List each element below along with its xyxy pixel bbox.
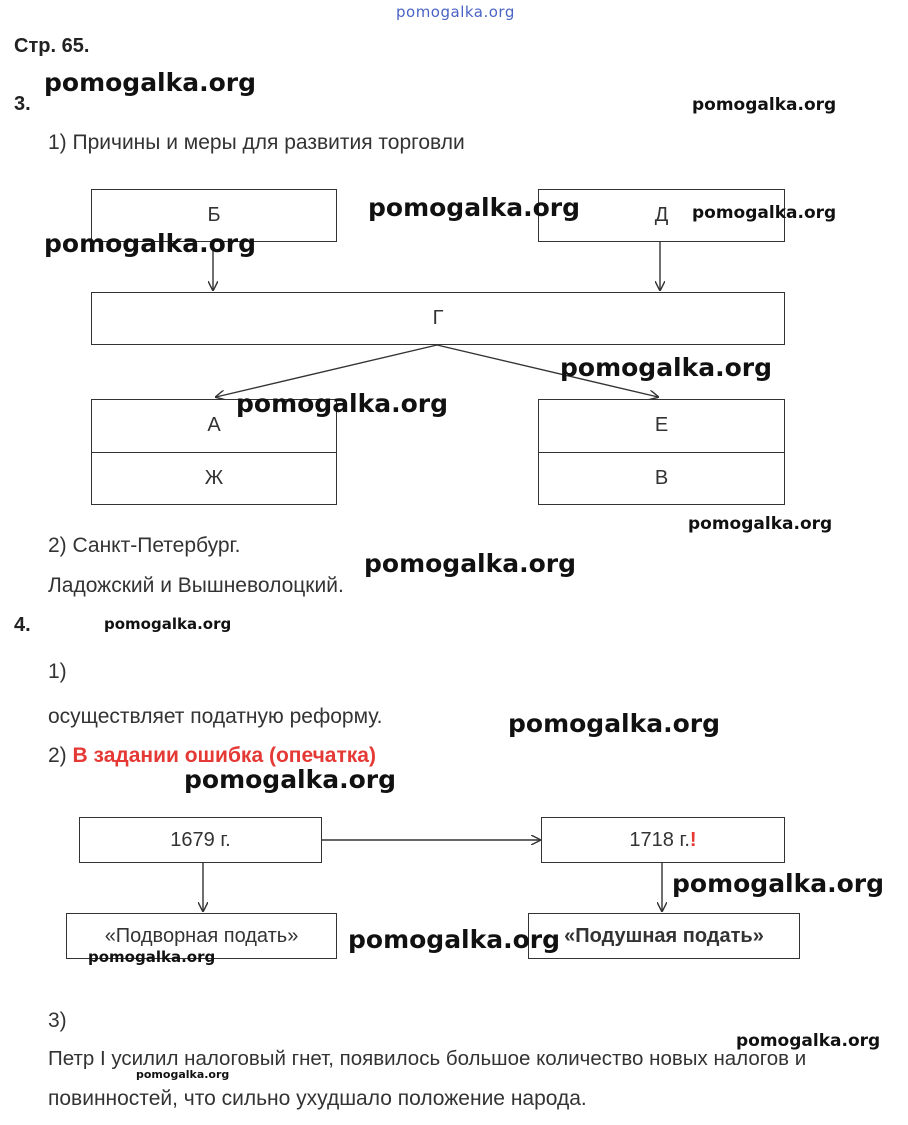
watermark: pomogalka.org <box>692 95 837 115</box>
task4-item1-text: осуществляет податную реформу. <box>48 705 383 728</box>
box-b: Б <box>91 189 337 242</box>
watermark: pomogalka.org <box>508 709 721 738</box>
page-label: Стр. 65. <box>14 35 90 57</box>
watermark: pomogalka.org <box>88 948 216 966</box>
box-podvornaya: «Подворная подать» <box>66 913 337 959</box>
watermark: pomogalka.org <box>348 925 561 954</box>
watermark: pomogalka.org <box>184 765 397 794</box>
exclamation-mark: ! <box>689 828 697 851</box>
task4-item1-label: 1) <box>48 660 67 683</box>
box-g: Г <box>91 292 785 345</box>
top-watermark: pomogalka.org <box>396 3 515 21</box>
task3-item1: 1) Причины и меры для развития торговли <box>48 131 465 154</box>
box-e-v <box>538 399 785 505</box>
task3-number: 3. <box>14 93 31 115</box>
task4-item3-line2: повинностей, что сильно ухудшало положение народа. <box>48 1087 587 1110</box>
box-d: Д <box>538 189 785 242</box>
watermark: pomogalka.org <box>104 615 232 633</box>
task4-item2-label: 2) <box>48 744 67 767</box>
watermark: pomogalka.org <box>44 229 257 258</box>
watermark: pomogalka.org <box>364 549 577 578</box>
watermark: pomogalka.org <box>736 1031 881 1051</box>
task4-item3-line1: Петр I усилил налоговый гнет, появилось большое количество новых налогов и <box>48 1047 807 1070</box>
box-1679: 1679 г. <box>79 817 322 863</box>
task3-item2-line2: Ладожский и Вышневолоцкий. <box>48 574 344 597</box>
task4-number: 4. <box>14 614 31 636</box>
task3-item2-line1: 2) Санкт-Петербург. <box>48 534 241 557</box>
watermark: pomogalka.org <box>560 353 773 382</box>
box-a: А <box>207 414 221 437</box>
watermark: pomogalka.org <box>236 389 449 418</box>
watermark: pomogalka.org <box>368 193 581 222</box>
box-v: В <box>539 452 784 505</box>
box-podushnaya: «Подушная подать» <box>528 913 800 959</box>
task4-item3-label: 3) <box>48 1009 67 1032</box>
watermark: pomogalka.org <box>688 514 833 534</box>
watermark: pomogalka.org <box>44 68 257 97</box>
box-zh: Ж <box>92 452 336 505</box>
watermark: pomogalka.org <box>672 869 885 898</box>
watermark: pomogalka.org <box>692 203 837 223</box>
watermark: pomogalka.org <box>136 1068 230 1081</box>
box-e: Е <box>654 414 669 437</box>
error-note: В задании ошибка (опечатка) <box>72 744 376 767</box>
box-1718: 1718 г. ! <box>541 817 785 863</box>
